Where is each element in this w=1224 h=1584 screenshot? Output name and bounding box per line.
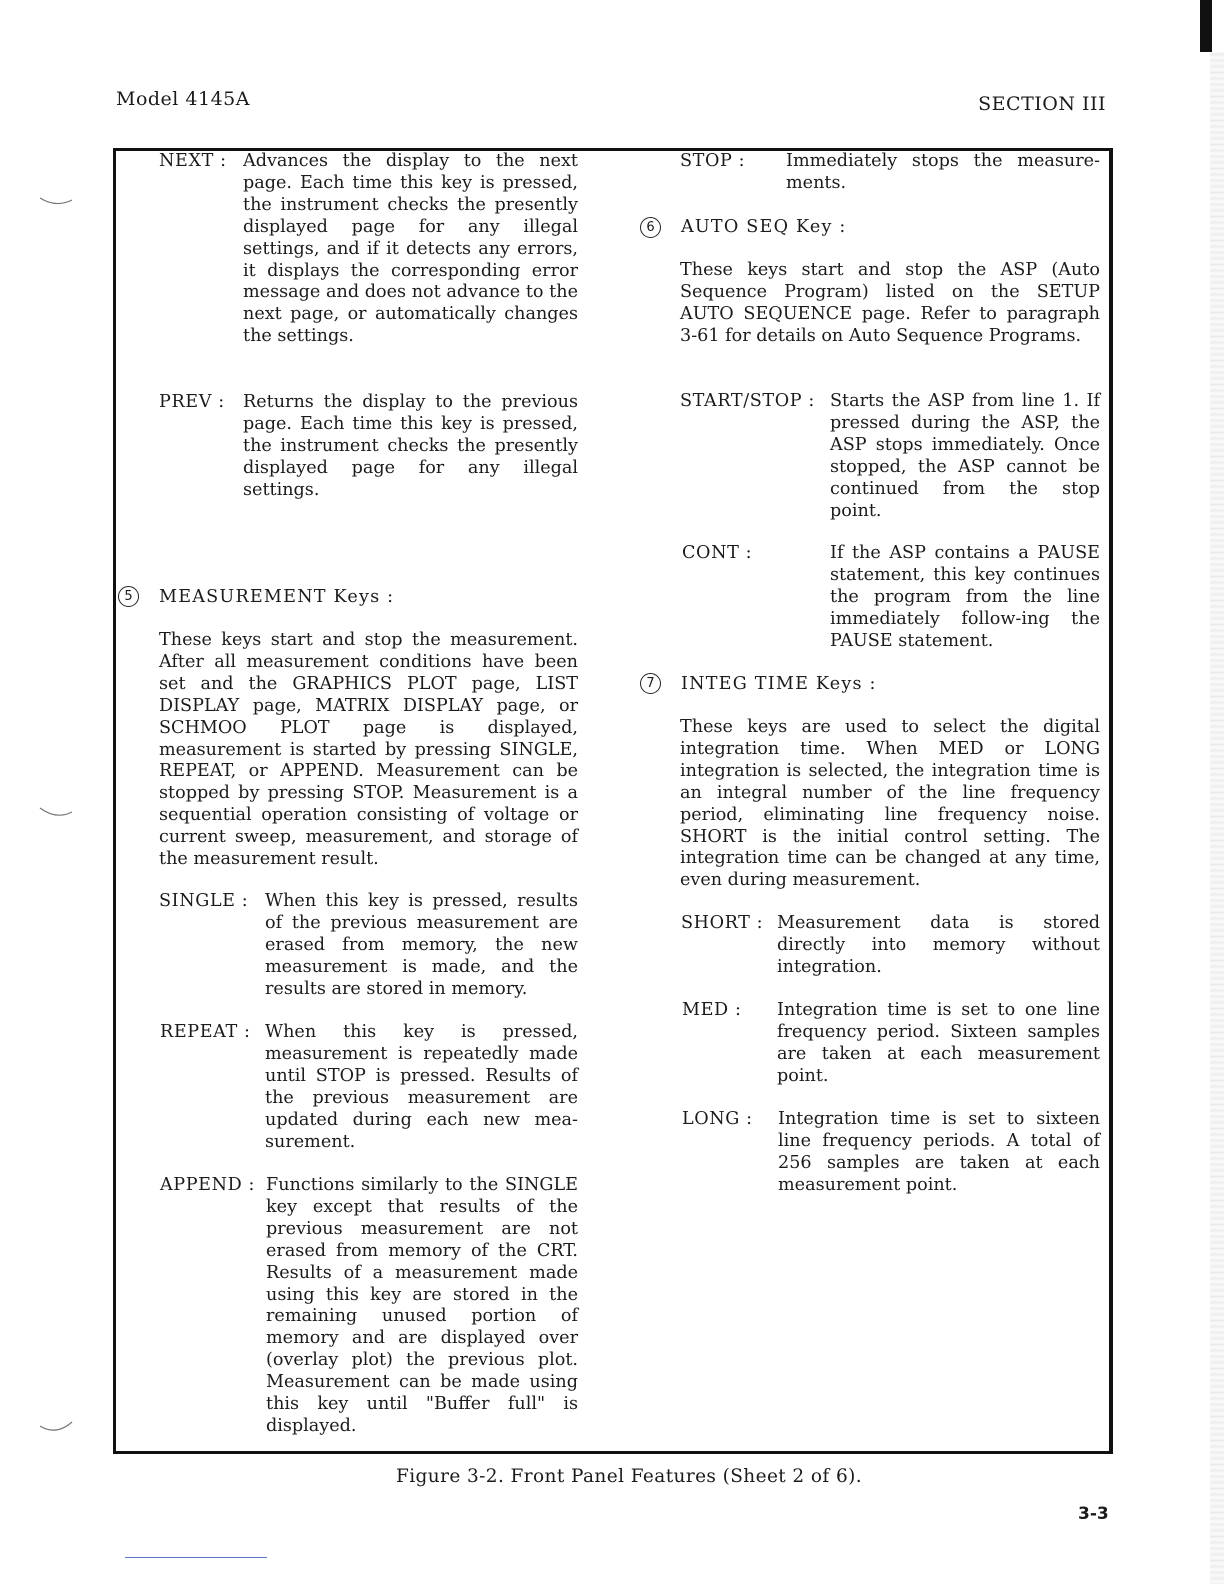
next-label: NEXT : xyxy=(159,151,227,171)
scan-artifact-line xyxy=(125,1557,267,1558)
callout-number: 7 xyxy=(640,673,661,694)
med-label: MED : xyxy=(682,1000,742,1020)
measurement-intro: These keys start and stop the measurement. After all measurement conditions have been set and the GRAPHICS PLOT page, LIST DISPLAY page, MATRIX DISPLAY page, or SCHMOO PLOT page is displayed, measurement is started by pressing SINGLE, REPEAT, or APPEND. Measurement can be stopped by pressing STOP. Measurement is a sequential operation consisting of voltage or current sweep, measurement, and storage of the measurement result. xyxy=(159,630,578,870)
long-label: LONG : xyxy=(682,1109,753,1129)
stop-label: STOP : xyxy=(680,151,746,171)
measurement-heading: MEASUREMENT Keys : xyxy=(159,587,395,607)
figure-caption: Figure 3-2. Front Panel Features (Sheet 2 of 6). xyxy=(396,1466,863,1487)
binder-mark xyxy=(1200,0,1212,52)
start-stop-label: START/STOP : xyxy=(680,391,815,411)
punch-hole-mark xyxy=(38,196,74,210)
model-header: Model 4145A xyxy=(116,88,250,110)
append-description: Functions similarly to the SINGLE key except that results of the previous measurement are not erased from memory of the CRT. Results of a measurement made using this key are stored in the remaining unused portion of memory and are displayed over (overlay plot) the previous plot. Measurement can be made using this key until "Buffer full" is displayed. xyxy=(266,1175,578,1436)
prev-description: Returns the display to the previous page. Each time this key is pressed, the instrument checks the presently displayed page for any illegal settings. xyxy=(243,392,578,500)
single-description: When this key is pressed, results of the previous measurement are erased from memory, the new measurement is made, and the results are stored in memory. xyxy=(265,891,578,999)
repeat-label: REPEAT : xyxy=(160,1022,251,1042)
prev-label: PREV : xyxy=(159,392,225,412)
page-number: 3-3 xyxy=(1078,1504,1109,1524)
callout-number: 5 xyxy=(118,586,139,607)
med-description: Integration time is set to one line frequency period. Sixteen samples are taken at each measurement point. xyxy=(777,1000,1100,1086)
short-label: SHORT : xyxy=(681,913,764,933)
callout-number: 6 xyxy=(640,217,661,238)
single-label: SINGLE : xyxy=(159,891,249,911)
stop-description: Immediately stops the measure-ments. xyxy=(786,151,1100,193)
section-header: SECTION III xyxy=(978,93,1106,115)
auto-seq-heading: AUTO SEQ Key : xyxy=(681,217,847,237)
cont-description: If the ASP contains a PAUSE statement, this key continues the program from the line immediately follow-ing the PAUSE statement. xyxy=(830,543,1100,651)
punch-hole-mark xyxy=(38,806,74,820)
append-label: APPEND : xyxy=(160,1175,256,1195)
scan-edge xyxy=(1210,52,1224,1584)
repeat-description: When this key is pressed, measurement is repeatedly made until STOP is pressed. Results of the previous measurement are updated during each new mea-surement. xyxy=(265,1022,578,1152)
integ-time-heading: INTEG TIME Keys : xyxy=(681,674,877,694)
next-description: Advances the display to the next page. Each time this key is pressed, the instrument checks the presently displayed page for any illegal settings, and if it detects any errors, it displays the corresponding error message and does not advance to the next page, or automatically changes the settings. xyxy=(243,151,578,347)
start-stop-description: Starts the ASP from line 1. If pressed during the ASP, the ASP stops immediately. Once stopped, the ASP cannot be continued from the stop point. xyxy=(830,391,1100,521)
cont-label: CONT : xyxy=(682,543,753,563)
long-description: Integration time is set to sixteen line frequency periods. A total of 256 samples are taken at each measurement point. xyxy=(778,1109,1100,1195)
short-description: Measurement data is stored directly into memory without integration. xyxy=(777,913,1100,977)
punch-hole-mark xyxy=(38,1420,74,1434)
integ-time-intro: These keys are used to select the digital integration time. When MED or LONG integration is selected, the integration time is an integral number of the line frequency period, eliminating line frequency noise. SHORT is the initial control setting. The integration time can be changed at any time, even during measurement. xyxy=(680,717,1100,891)
auto-seq-intro: These keys start and stop the ASP (Auto Sequence Program) listed on the SETUP AUTO SEQUENCE page. Refer to paragraph 3-61 for details on Auto Sequence Programs. xyxy=(680,260,1100,346)
